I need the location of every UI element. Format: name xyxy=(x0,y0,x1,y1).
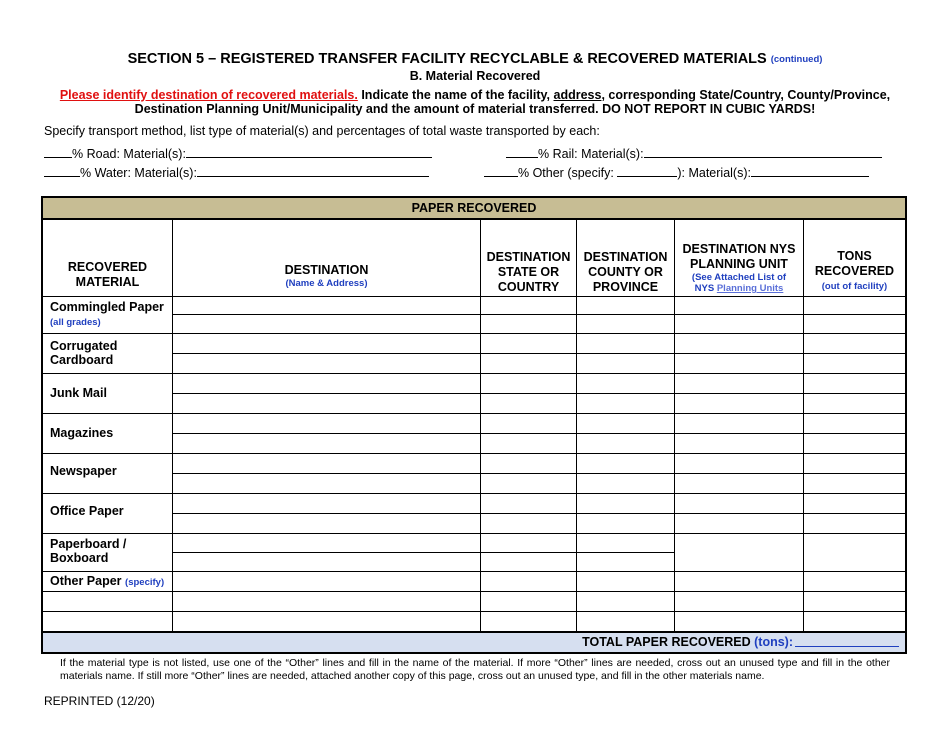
rail-percent-field[interactable] xyxy=(506,146,538,158)
material-office-paper: Office Paper xyxy=(50,504,124,518)
subrow-divider xyxy=(172,393,905,394)
material-other-paper: Other Paper (specify) xyxy=(50,574,165,588)
subrow-divider xyxy=(172,433,905,434)
water-percent-field[interactable] xyxy=(44,165,80,177)
row-divider xyxy=(43,571,905,572)
other-line: % Other (specify: ): Material(s): xyxy=(484,165,869,180)
total-unit: (tons): xyxy=(754,635,793,649)
planning-units-link[interactable]: Planning Units xyxy=(716,283,784,294)
row-divider xyxy=(43,373,905,374)
total-paper-recovered-row xyxy=(43,631,905,652)
continued-label: (continued) xyxy=(770,54,823,65)
instructions: Please identify destination of recovered materials. Indicate the name of the facility, address, corresponding State/Country, County/Province, Destination Planning Unit/Municipality and the amount of material transferred. DO NOT REPORT IN CUBIC YARDS! xyxy=(59,88,891,116)
rail-line: % Rail: Material(s): xyxy=(506,146,882,161)
col-header-county: DESTINATION COUNTY OR PROVINCE xyxy=(583,250,668,294)
paper-recovered-header: PAPER RECOVERED xyxy=(43,198,905,220)
subrow-divider xyxy=(172,314,905,315)
section-subtitle: B. Material Recovered xyxy=(409,69,541,83)
other-specify-field[interactable] xyxy=(617,165,677,177)
road-material-field[interactable] xyxy=(186,146,432,158)
road-percent-field[interactable] xyxy=(44,146,72,158)
reprinted-label: REPRINTED (12/20) xyxy=(44,694,155,708)
footnote: If the material type is not listed, use one of the “Other” lines and fill in the name of the material. If more “Other” lines are needed, cross out an unused type and fill in the other materials name. If still more “Other” lines are needed, attached another copy of this page, cross out an unused type, and fill in the other materials name. xyxy=(60,657,890,682)
material-newspaper: Newspaper xyxy=(50,464,117,478)
other-material-field[interactable] xyxy=(751,165,869,177)
subrow-divider xyxy=(172,552,674,553)
road-line: % Road: Material(s): xyxy=(44,146,432,161)
material-commingled-paper: Commingled Paper (all grades) xyxy=(50,300,164,328)
subrow-divider xyxy=(172,513,905,514)
section-title: SECTION 5 – REGISTERED TRANSFER FACILITY RECYCLABLE & RECOVERED MATERIALS (continued) xyxy=(127,51,823,67)
col-header-state: DESTINATION STATE OR COUNTRY xyxy=(486,250,571,294)
row-divider xyxy=(43,413,905,414)
col-header-destination: DESTINATION (Name & Address) xyxy=(284,263,369,289)
total-label: TOTAL PAPER RECOVERED xyxy=(582,635,751,649)
material-corrugated-cardboard: Corrugated Cardboard xyxy=(50,339,118,367)
material-magazines: Magazines xyxy=(50,426,114,440)
row-divider xyxy=(43,493,905,494)
col-header-material: RECOVERED MATERIAL xyxy=(67,260,148,289)
total-tons-field[interactable] xyxy=(795,646,899,647)
material-junk-mail: Junk Mail xyxy=(50,386,107,400)
subrow-divider xyxy=(43,611,905,612)
water-line: % Water: Material(s): xyxy=(44,165,429,180)
other-percent-field[interactable] xyxy=(484,165,518,177)
water-material-field[interactable] xyxy=(197,165,429,177)
col-header-planning: DESTINATION NYS PLANNING UNIT (See Attached List of NYS Planning Units xyxy=(682,242,796,294)
rail-material-field[interactable] xyxy=(644,146,882,158)
specify-text: Specify transport method, list type of material(s) and percentages of total waste transported by each: xyxy=(44,124,600,138)
instructions-line2: Destination Planning Unit/Municipality and the amount of material transferred. DO NOT REPORT IN CUBIC YARDS! xyxy=(134,102,816,116)
row-divider xyxy=(43,533,905,534)
material-paperboard-boxboard: Paperboard / Boxboard xyxy=(50,537,127,565)
subrow-divider xyxy=(172,353,905,354)
col-header-tons: TONS RECOVERED (out of facility) xyxy=(814,249,895,292)
subrow-divider xyxy=(43,591,905,592)
row-divider xyxy=(43,453,905,454)
instructions-red: Please identify destination of recovered materials. xyxy=(59,88,358,102)
row-divider xyxy=(43,333,905,334)
subrow-divider xyxy=(172,473,905,474)
